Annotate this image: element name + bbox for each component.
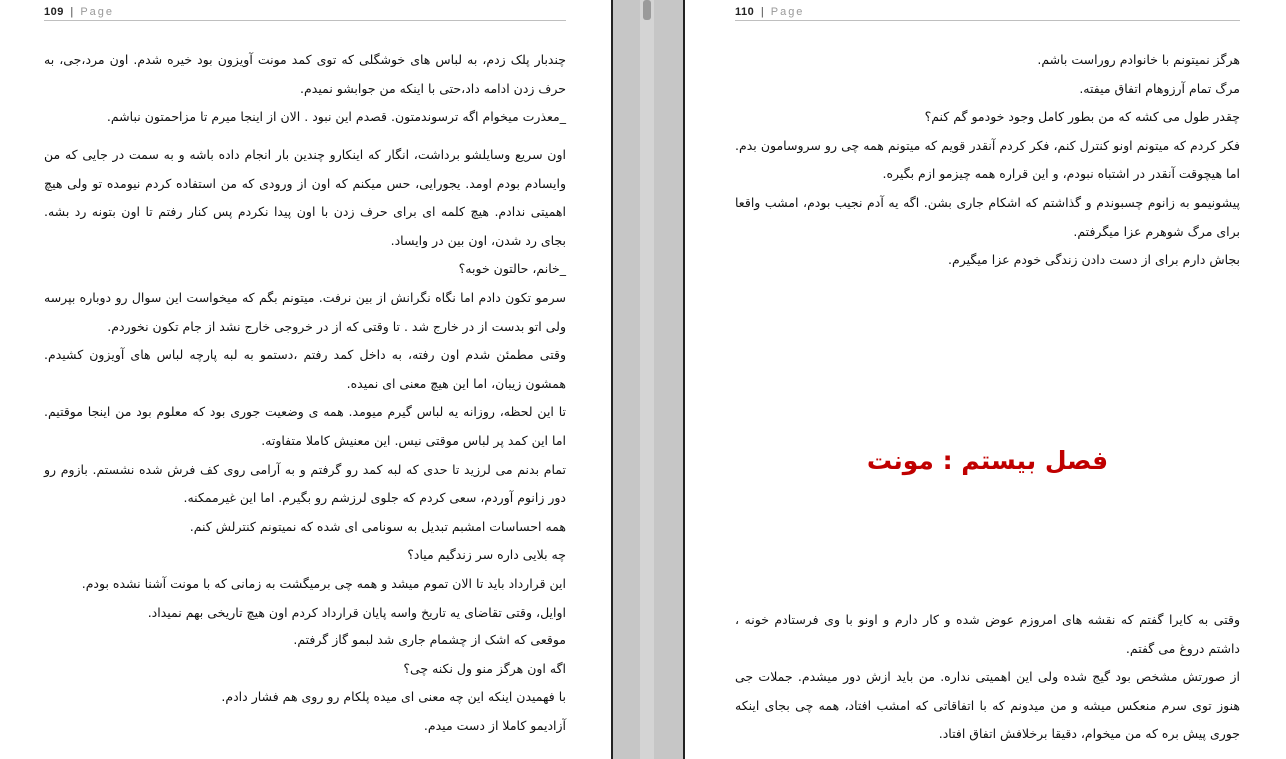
paragraph: _خانم، حالتون خوبه؟ xyxy=(458,261,566,277)
paragraph: تا این لحظه، روزانه یه لباس گیرم میومد. همه ی وضعیت جوری بود که معلوم بود من اینجا موقتیم. اما این کمد پر لباس موقتی نیس. این معنیش کاملا متفاوته. xyxy=(44,404,566,448)
paragraph: تمام بدنم می لرزید تا حدی که لبه کمد رو گرفتم و به آرامی روی کف فرش شده نشستم. بازوم رو دور زانوم آوردم، سعی کردم که جلوی لرزشم رو بگیرم. اما این غیرممکنه. xyxy=(44,461,566,506)
paragraph: این قرارداد باید تا الان تموم میشد و همه چی برمیگشت به زمانی که با مونت آشنا نشده بودم. xyxy=(81,575,566,591)
paragraph: موقعی که اشک از چشمام جاری شد لبمو گاز گرفتم. xyxy=(293,632,566,647)
paragraph: پیشونیمو به زانوم چسبوندم و گذاشتم که اشکام جاری بشن. اگه یه آدم نجیب بودم، امشب واقعا برای مرگ شوهرم عزا میگرفتم. xyxy=(735,194,1240,239)
paragraph: _معذرت میخوام اگه ترسوندمتون. قصدم این نبود . الان از اینجا میرم تا مزاحمتون نباشم. xyxy=(106,109,566,125)
scrollbar-thumb[interactable] xyxy=(643,0,651,20)
paragraph: چندبار پلک زدم، به لباس های خوشگلی که توی کمد مونت آویزون بود خیره شدم. اون مرد،جی، به حرف زدن ادامه داد،حتی با اینکه من جوابشو نمیدم. xyxy=(44,52,566,96)
header-separator: | xyxy=(70,6,74,18)
page-header xyxy=(44,6,566,20)
paragraph: اوایل، وقتی تقاضای یه تاریخ واسه پایان قرارداد کردم اون هیچ تاریخی بهم نمیداد. xyxy=(147,604,566,620)
paragraph: از صورتش مشخص بود گیج شده ولی این اهمیتی نداره. من باید ازش دور میشدم. جملات جی هنوز توی سرم منعکس میشه و من میدونم که با اتفاقاتی که امشب افتاد، همه چی بجای اینکه جوری پیش بره که من میخوام، دقیقا برخلافش اتفاق افتاد. xyxy=(735,669,1240,742)
header-rule xyxy=(44,20,566,21)
page-label: Page xyxy=(80,6,115,18)
text-block-1 xyxy=(44,46,566,132)
paragraph: وقتی مطمئن شدم اون رفته، به داخل کمد رفتم ،دستمو به لبه پارچه لباس های آویزون کشیدم. همشون زیبان، اما این هیچ معنی ای نمیده. xyxy=(44,347,566,391)
paragraph: چقدر طول می کشه که من بطور کامل وجود خودمو گم کنم؟ xyxy=(924,109,1240,125)
page-number: 109 xyxy=(44,6,64,18)
text-block-1 xyxy=(735,46,1240,275)
page-110 xyxy=(683,0,1286,759)
page-109 xyxy=(0,0,613,759)
page-number: 110 xyxy=(735,6,755,18)
paragraph: همه احساسات امشبم تبدیل به سونامی ای شده که نمیتونم کنترلش کنم. xyxy=(189,518,566,534)
paragraph: اگه اون هرگز منو ول نکنه چی؟ xyxy=(403,660,566,676)
chapter-title: فصل بیستم : مونت xyxy=(866,446,1109,475)
vertical-scrollbar[interactable] xyxy=(640,0,654,759)
paragraph: وقتی به کایرا گفتم که نقشه های امروزم عوض شده و کار دارم و اونو با وی فرستادم خونه ، داشتم دروغ می گفتم. xyxy=(735,612,1240,656)
paragraph: هرگز نمیتونم با خانوادم روراست باشم. xyxy=(1037,52,1240,67)
header-rule xyxy=(735,20,1240,21)
text-block-2 xyxy=(735,606,1240,749)
header-separator: | xyxy=(760,6,765,18)
text-block-3 xyxy=(44,626,566,740)
paragraph: مرگ تمام آرزوهام اتفاق میفته. xyxy=(1079,80,1240,96)
paragraph: چه بلایی داره سر زندگیم میاد؟ xyxy=(407,547,566,563)
paragraph: سرمو تکون دادم اما نگاه نگرانش از بین نرفت. میتونم بگم که میخواست این سوال رو دوباره بپرسه ولی اتو بدست از در خارج شد . تا وقتی که از در خروجی خارج نشد از جام تکون نخوردم. xyxy=(44,289,566,334)
paragraph: بجاش دارم برای از دست دادن زندگی خودم عزا میگیرم. xyxy=(948,252,1240,268)
paragraph: اون سریع وسایلشو برداشت، انگار که اینکارو چندین بار انجام داده باشه و به سمت در جایی که من وایسادم بودم اومد. یجورایی، حس میکنم که اون از ورودی که من استفاده کردم نیومده تو ولی هیچ اهمیتی ندادم. هیچ کلمه ای برای حرف زدن با اون پیدا نکردم پس کنار رفتم تا اون بتونه رد بشه. بجای رد شدن، اون بین در وایساد. xyxy=(44,147,566,248)
paragraph: آزادیمو کاملا از دست میدم. xyxy=(423,717,566,733)
paragraph: فکر کردم که میتونم اونو کنترل کنم، فکر کردم آنقدر قویم که میتونم همه چی رو سروسامون بدم. اما هیچوقت آنقدر در اشتباه نبودم، و این قراره همه چیزمو ازم بگیره. xyxy=(735,137,1240,182)
page-header xyxy=(735,6,1240,20)
text-block-2 xyxy=(44,141,566,627)
paragraph: با فهمیدن اینکه این چه معنی ای میده پلکام رو روی هم فشار دادم. xyxy=(221,689,566,705)
page-label: Page xyxy=(770,6,805,18)
